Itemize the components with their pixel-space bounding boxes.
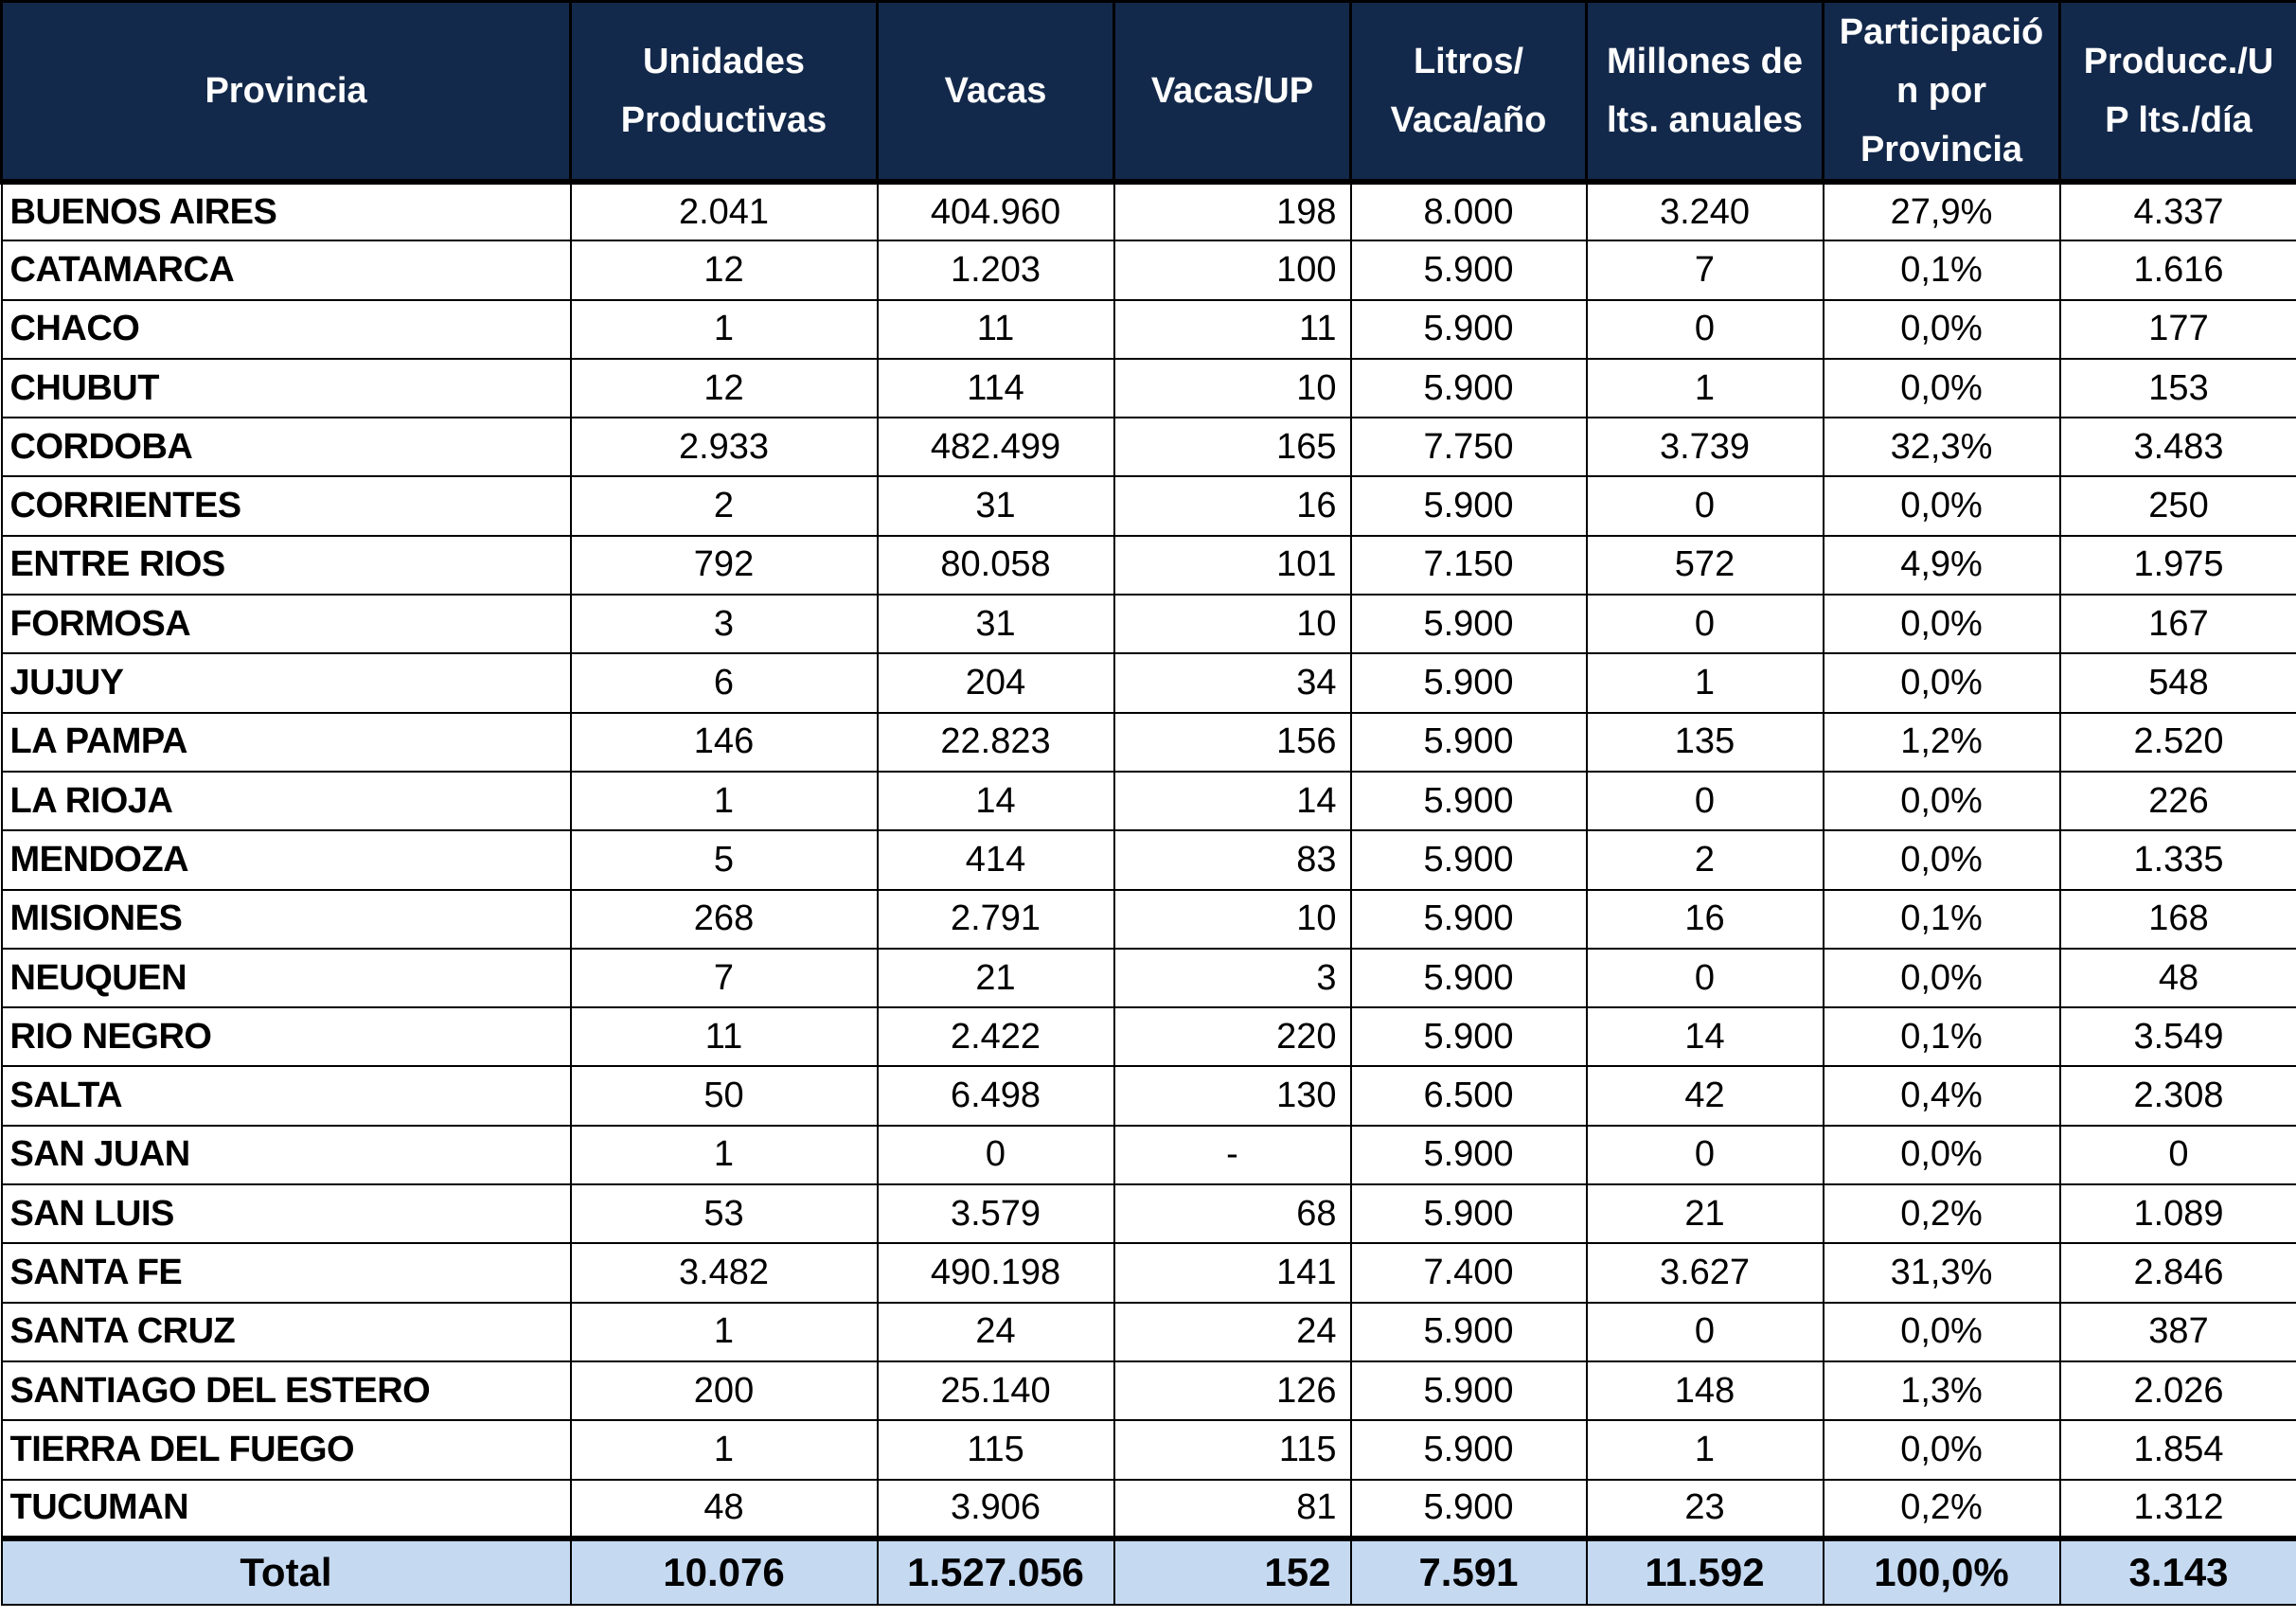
- cell-produccion-up: 0: [2060, 1126, 2296, 1184]
- cell-unidades-productivas: 2: [571, 476, 878, 535]
- cell-millones-lts-anuales: 135: [1587, 713, 1824, 772]
- cell-produccion-up: 1.335: [2060, 830, 2296, 889]
- cell-unidades-productivas: 50: [571, 1066, 878, 1125]
- cell-vacas-up: 126: [1114, 1361, 1351, 1420]
- cell-millones-lts-anuales: 14: [1587, 1007, 1824, 1066]
- cell-unidades-productivas: 1: [571, 1303, 878, 1361]
- column-header-provincia: [2, 2, 571, 183]
- cell-vacas: 115: [878, 1420, 1114, 1479]
- cell-participacion: 0,1%: [1824, 240, 2060, 299]
- cell-vacas: 6.498: [878, 1066, 1114, 1125]
- cell-millones-lts-anuales: 0: [1587, 300, 1824, 359]
- cell-millones-lts-anuales: 16: [1587, 890, 1824, 949]
- cell-litros-vaca-ano: 5.900: [1351, 713, 1587, 772]
- cell-vacas: 31: [878, 476, 1114, 535]
- cell-vacas: 490.198: [878, 1243, 1114, 1302]
- cell-vacas-up: 81: [1114, 1480, 1351, 1538]
- cell-participacion: 0,0%: [1824, 1303, 2060, 1361]
- column-header-text: Participació: [1839, 12, 2044, 52]
- cell-litros-vaca-ano: 6.500: [1351, 1066, 1587, 1125]
- total-cell-participacion: 100,0%: [1824, 1538, 2060, 1605]
- cell-vacas-up: 100: [1114, 240, 1351, 299]
- cell-litros-vaca-ano: 5.900: [1351, 240, 1587, 299]
- table-row: [2, 536, 2296, 595]
- cell-vacas-up: 115: [1114, 1420, 1351, 1479]
- cell-litros-vaca-ano: 5.900: [1351, 300, 1587, 359]
- cell-litros-vaca-ano: 7.150: [1351, 536, 1587, 595]
- table-row: [2, 300, 2296, 359]
- total-cell-vacas: 1.527.056: [878, 1538, 1114, 1605]
- cell-produccion-up: 168: [2060, 890, 2296, 949]
- cell-provincia: ENTRE RIOS: [2, 536, 571, 595]
- cell-vacas-up: 198: [1114, 182, 1351, 240]
- table-row: [2, 418, 2296, 476]
- cell-vacas-up: 156: [1114, 713, 1351, 772]
- column-header-text: Millones de: [1607, 42, 1803, 81]
- cell-provincia: SAN LUIS: [2, 1184, 571, 1243]
- cell-litros-vaca-ano: 5.900: [1351, 1303, 1587, 1361]
- cell-participacion: 0,0%: [1824, 476, 2060, 535]
- cell-provincia: TUCUMAN: [2, 1480, 571, 1538]
- cell-millones-lts-anuales: 0: [1587, 949, 1824, 1007]
- cell-millones-lts-anuales: 21: [1587, 1184, 1824, 1243]
- cell-provincia: RIO NEGRO: [2, 1007, 571, 1066]
- cell-participacion: 0,0%: [1824, 595, 2060, 653]
- cell-vacas: 204: [878, 653, 1114, 712]
- table-row: [2, 595, 2296, 653]
- table-row: [2, 359, 2296, 418]
- cell-produccion-up: 1.312: [2060, 1480, 2296, 1538]
- cell-provincia: LA RIOJA: [2, 772, 571, 830]
- total-cell-produccion-up: 3.143: [2060, 1538, 2296, 1605]
- cell-millones-lts-anuales: 7: [1587, 240, 1824, 299]
- cell-vacas-up: 10: [1114, 359, 1351, 418]
- cell-participacion: 0,0%: [1824, 359, 2060, 418]
- cell-vacas: 21: [878, 949, 1114, 1007]
- cell-litros-vaca-ano: 5.900: [1351, 595, 1587, 653]
- table-row: [2, 653, 2296, 712]
- cell-vacas: 31: [878, 595, 1114, 653]
- cell-vacas-up: 101: [1114, 536, 1351, 595]
- cell-litros-vaca-ano: 5.900: [1351, 1007, 1587, 1066]
- cell-vacas: 414: [878, 830, 1114, 889]
- cell-millones-lts-anuales: 0: [1587, 772, 1824, 830]
- table-row: [2, 890, 2296, 949]
- cell-vacas-up: 24: [1114, 1303, 1351, 1361]
- cell-produccion-up: 153: [2060, 359, 2296, 418]
- column-header-text: Vaca/año: [1390, 100, 1547, 140]
- cell-litros-vaca-ano: 5.900: [1351, 830, 1587, 889]
- cell-litros-vaca-ano: 5.900: [1351, 653, 1587, 712]
- cell-provincia: BUENOS AIRES: [2, 182, 571, 240]
- cell-vacas-up: 68: [1114, 1184, 1351, 1243]
- cell-unidades-productivas: 200: [571, 1361, 878, 1420]
- column-header-millones-lts-anuales: [1587, 2, 1824, 183]
- cell-vacas: 24: [878, 1303, 1114, 1361]
- column-header-produccion-up: [2060, 2, 2296, 183]
- cell-vacas-up: -: [1114, 1126, 1351, 1184]
- total-cell-millones-lts-anuales: 11.592: [1587, 1538, 1824, 1605]
- cell-unidades-productivas: 53: [571, 1184, 878, 1243]
- cell-vacas: 1.203: [878, 240, 1114, 299]
- total-cell-provincia: Total: [2, 1538, 571, 1605]
- column-header-text: Vacas: [944, 71, 1047, 111]
- cell-litros-vaca-ano: 5.900: [1351, 1480, 1587, 1538]
- cell-provincia: CHACO: [2, 300, 571, 359]
- column-header-text: lts. anuales: [1607, 100, 1803, 140]
- table-row: [2, 1361, 2296, 1420]
- cell-litros-vaca-ano: 5.900: [1351, 359, 1587, 418]
- cell-millones-lts-anuales: 572: [1587, 536, 1824, 595]
- cell-unidades-productivas: 12: [571, 240, 878, 299]
- cell-millones-lts-anuales: 1: [1587, 359, 1824, 418]
- cell-vacas-up: 34: [1114, 653, 1351, 712]
- cell-unidades-productivas: 1: [571, 300, 878, 359]
- cell-vacas: 2.422: [878, 1007, 1114, 1066]
- cell-produccion-up: 2.026: [2060, 1361, 2296, 1420]
- cell-produccion-up: 177: [2060, 300, 2296, 359]
- cell-vacas: 25.140: [878, 1361, 1114, 1420]
- cell-litros-vaca-ano: 8.000: [1351, 182, 1587, 240]
- cell-provincia: SALTA: [2, 1066, 571, 1125]
- column-header-text: Producc./U: [2083, 42, 2274, 81]
- cell-produccion-up: 250: [2060, 476, 2296, 535]
- cell-participacion: 0,2%: [1824, 1480, 2060, 1538]
- cell-provincia: LA PAMPA: [2, 713, 571, 772]
- cell-participacion: 0,0%: [1824, 1126, 2060, 1184]
- cell-participacion: 31,3%: [1824, 1243, 2060, 1302]
- cell-provincia: CATAMARCA: [2, 240, 571, 299]
- table-row: [2, 1184, 2296, 1243]
- cell-vacas: 482.499: [878, 418, 1114, 476]
- cell-vacas-up: 141: [1114, 1243, 1351, 1302]
- cell-litros-vaca-ano: 5.900: [1351, 1361, 1587, 1420]
- cell-unidades-productivas: 2.041: [571, 182, 878, 240]
- cell-unidades-productivas: 5: [571, 830, 878, 889]
- cell-provincia: FORMOSA: [2, 595, 571, 653]
- cell-produccion-up: 1.089: [2060, 1184, 2296, 1243]
- cell-vacas: 404.960: [878, 182, 1114, 240]
- cell-participacion: 0,0%: [1824, 772, 2060, 830]
- cell-provincia: CHUBUT: [2, 359, 571, 418]
- cell-litros-vaca-ano: 7.750: [1351, 418, 1587, 476]
- cell-vacas: 3.579: [878, 1184, 1114, 1243]
- column-header-text: Productivas: [620, 100, 828, 140]
- cell-millones-lts-anuales: 1: [1587, 1420, 1824, 1479]
- table-row: [2, 182, 2296, 240]
- cell-millones-lts-anuales: 3.739: [1587, 418, 1824, 476]
- cell-unidades-productivas: 1: [571, 772, 878, 830]
- cell-vacas: 22.823: [878, 713, 1114, 772]
- total-cell-litros-vaca-ano: 7.591: [1351, 1538, 1587, 1605]
- table-row: [2, 713, 2296, 772]
- cell-millones-lts-anuales: 42: [1587, 1066, 1824, 1125]
- table-footer: [2, 1538, 2296, 1605]
- total-row: [2, 1538, 2296, 1605]
- column-header-text: Provincia: [205, 71, 367, 111]
- header-row: [2, 2, 2296, 183]
- cell-vacas: 2.791: [878, 890, 1114, 949]
- cell-produccion-up: 387: [2060, 1303, 2296, 1361]
- cell-provincia: SANTA CRUZ: [2, 1303, 571, 1361]
- cell-produccion-up: 1.616: [2060, 240, 2296, 299]
- cell-vacas: 3.906: [878, 1480, 1114, 1538]
- table-row: [2, 240, 2296, 299]
- cell-millones-lts-anuales: 0: [1587, 1303, 1824, 1361]
- table-row: [2, 772, 2296, 830]
- cell-produccion-up: 226: [2060, 772, 2296, 830]
- cell-produccion-up: 2.308: [2060, 1066, 2296, 1125]
- cell-produccion-up: 48: [2060, 949, 2296, 1007]
- cell-vacas: 14: [878, 772, 1114, 830]
- cell-participacion: 0,0%: [1824, 300, 2060, 359]
- cell-millones-lts-anuales: 0: [1587, 595, 1824, 653]
- cell-millones-lts-anuales: 3.627: [1587, 1243, 1824, 1302]
- cell-unidades-productivas: 7: [571, 949, 878, 1007]
- cell-unidades-productivas: 6: [571, 653, 878, 712]
- cell-millones-lts-anuales: 0: [1587, 1126, 1824, 1184]
- cell-litros-vaca-ano: 5.900: [1351, 772, 1587, 830]
- cell-participacion: 1,3%: [1824, 1361, 2060, 1420]
- cell-vacas-up: 10: [1114, 595, 1351, 653]
- column-header-vacas-up: [1114, 2, 1351, 183]
- cell-millones-lts-anuales: 0: [1587, 476, 1824, 535]
- table-body: [2, 182, 2296, 1538]
- cell-participacion: 27,9%: [1824, 182, 2060, 240]
- cell-provincia: SANTA FE: [2, 1243, 571, 1302]
- cell-vacas-up: 14: [1114, 772, 1351, 830]
- cell-unidades-productivas: 3: [571, 595, 878, 653]
- cell-participacion: 0,0%: [1824, 830, 2060, 889]
- cell-participacion: 4,9%: [1824, 536, 2060, 595]
- cell-vacas: 0: [878, 1126, 1114, 1184]
- cell-litros-vaca-ano: 5.900: [1351, 1420, 1587, 1479]
- cell-millones-lts-anuales: 148: [1587, 1361, 1824, 1420]
- cell-millones-lts-anuales: 23: [1587, 1480, 1824, 1538]
- table-row: [2, 830, 2296, 889]
- cell-participacion: 0,0%: [1824, 653, 2060, 712]
- column-header-litros-vaca-ano: [1351, 2, 1587, 183]
- cell-litros-vaca-ano: 5.900: [1351, 1126, 1587, 1184]
- cell-vacas-up: 10: [1114, 890, 1351, 949]
- column-header-text: Litros/: [1413, 42, 1524, 81]
- table-row: [2, 1126, 2296, 1184]
- cell-participacion: 32,3%: [1824, 418, 2060, 476]
- cell-produccion-up: 167: [2060, 595, 2296, 653]
- cell-participacion: 0,2%: [1824, 1184, 2060, 1243]
- column-header-text: P lts./día: [2105, 100, 2252, 140]
- cell-millones-lts-anuales: 3.240: [1587, 182, 1824, 240]
- cell-participacion: 1,2%: [1824, 713, 2060, 772]
- cell-unidades-productivas: 11: [571, 1007, 878, 1066]
- cell-provincia: SAN JUAN: [2, 1126, 571, 1184]
- cell-vacas-up: 3: [1114, 949, 1351, 1007]
- cell-provincia: NEUQUEN: [2, 949, 571, 1007]
- table-row: [2, 1007, 2296, 1066]
- cell-unidades-productivas: 1: [571, 1126, 878, 1184]
- cell-produccion-up: 1.975: [2060, 536, 2296, 595]
- column-header-participacion: [1824, 2, 2060, 183]
- table-row: [2, 1420, 2296, 1479]
- column-header-text: Unidades: [642, 42, 806, 81]
- table-row: [2, 1303, 2296, 1361]
- table-row: [2, 476, 2296, 535]
- total-cell-unidades-productivas: 10.076: [571, 1538, 878, 1605]
- cell-litros-vaca-ano: 5.900: [1351, 476, 1587, 535]
- cell-millones-lts-anuales: 1: [1587, 653, 1824, 712]
- cell-produccion-up: 2.520: [2060, 713, 2296, 772]
- cell-participacion: 0,0%: [1824, 949, 2060, 1007]
- cell-vacas-up: 130: [1114, 1066, 1351, 1125]
- cell-unidades-productivas: 2.933: [571, 418, 878, 476]
- cell-participacion: 0,4%: [1824, 1066, 2060, 1125]
- cell-vacas-up: 11: [1114, 300, 1351, 359]
- column-header-text: Provincia: [1860, 130, 2023, 169]
- table-row: [2, 1066, 2296, 1125]
- cell-produccion-up: 3.483: [2060, 418, 2296, 476]
- cell-participacion: 0,1%: [1824, 1007, 2060, 1066]
- cell-unidades-productivas: 268: [571, 890, 878, 949]
- table-row: [2, 949, 2296, 1007]
- cell-participacion: 0,0%: [1824, 1420, 2060, 1479]
- cell-vacas-up: 16: [1114, 476, 1351, 535]
- table-header: [2, 2, 2296, 183]
- cell-litros-vaca-ano: 5.900: [1351, 890, 1587, 949]
- column-header-vacas: [878, 2, 1114, 183]
- column-header-text: n por: [1896, 71, 1986, 111]
- column-header-text: Vacas/UP: [1150, 71, 1314, 111]
- cell-produccion-up: 1.854: [2060, 1420, 2296, 1479]
- cell-unidades-productivas: 12: [571, 359, 878, 418]
- cell-litros-vaca-ano: 5.900: [1351, 949, 1587, 1007]
- cell-vacas: 80.058: [878, 536, 1114, 595]
- cell-vacas-up: 220: [1114, 1007, 1351, 1066]
- cell-unidades-productivas: 48: [571, 1480, 878, 1538]
- table-row: [2, 1480, 2296, 1538]
- cell-provincia: CORDOBA: [2, 418, 571, 476]
- cell-vacas: 11: [878, 300, 1114, 359]
- cell-unidades-productivas: 792: [571, 536, 878, 595]
- cell-produccion-up: 4.337: [2060, 182, 2296, 240]
- cell-vacas-up: 83: [1114, 830, 1351, 889]
- total-cell-vacas-up: 152: [1114, 1538, 1351, 1605]
- cell-provincia: TIERRA DEL FUEGO: [2, 1420, 571, 1479]
- cell-millones-lts-anuales: 2: [1587, 830, 1824, 889]
- cell-provincia: CORRIENTES: [2, 476, 571, 535]
- cell-participacion: 0,1%: [1824, 890, 2060, 949]
- cell-produccion-up: 3.549: [2060, 1007, 2296, 1066]
- cell-provincia: MISIONES: [2, 890, 571, 949]
- cell-unidades-productivas: 3.482: [571, 1243, 878, 1302]
- cell-vacas-up: 165: [1114, 418, 1351, 476]
- cell-unidades-productivas: 1: [571, 1420, 878, 1479]
- cell-produccion-up: 548: [2060, 653, 2296, 712]
- table-row: [2, 1243, 2296, 1302]
- cell-litros-vaca-ano: 5.900: [1351, 1184, 1587, 1243]
- cell-vacas: 114: [878, 359, 1114, 418]
- cell-provincia: SANTIAGO DEL ESTERO: [2, 1361, 571, 1420]
- cell-produccion-up: 2.846: [2060, 1243, 2296, 1302]
- cell-unidades-productivas: 146: [571, 713, 878, 772]
- column-header-unidades-productivas: [571, 2, 878, 183]
- cell-provincia: JUJUY: [2, 653, 571, 712]
- cell-litros-vaca-ano: 7.400: [1351, 1243, 1587, 1302]
- cell-provincia: MENDOZA: [2, 830, 571, 889]
